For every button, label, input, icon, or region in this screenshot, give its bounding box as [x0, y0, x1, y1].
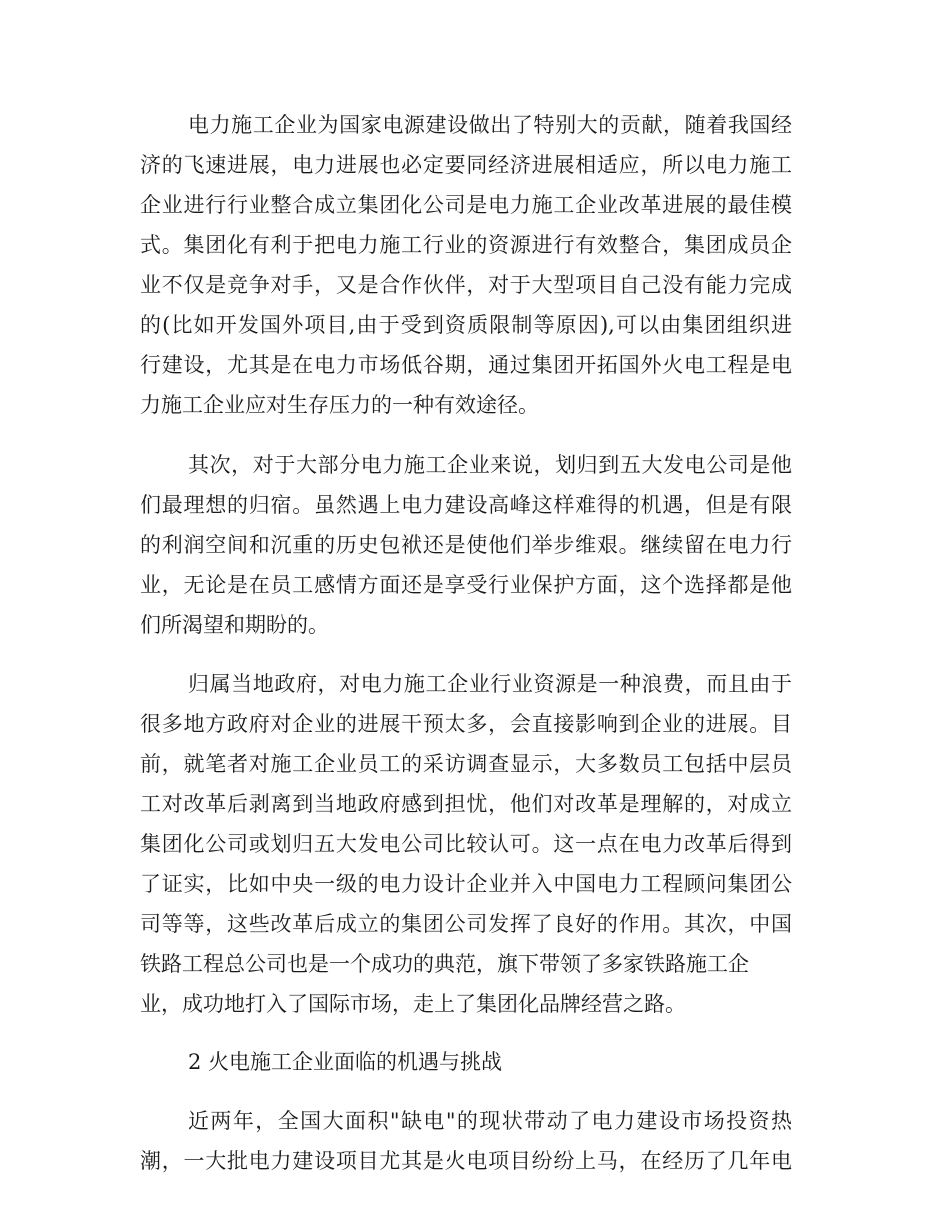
paragraph-1-line-2: 济的飞速进展，电力进展也必定要同经济进展相适应，所以电力施工 [140, 153, 792, 177]
paragraph-2-line-5: 们所渴望和期盼的。 [140, 613, 329, 637]
paragraph-1-line-1: 电力施工企业为国家电源建设做出了特别大的贡献，随着我国经 [188, 113, 792, 137]
paragraph-1-line-8: 力施工企业应对生存压力的一种有效途径。 [140, 393, 539, 417]
section-heading: 2 火电施工企业面临的机遇与挑战 [188, 1050, 503, 1074]
paragraph-2-line-2: 们最理想的归宿。虽然遇上电力建设高峰这样难得的机遇，但是有限 [140, 493, 792, 517]
paragraph-1-line-7: 行建设，尤其是在电力市场低谷期，通过集团开拓国外火电工程是电 [140, 353, 792, 377]
paragraph-3-line-6: 了证实，比如中央一级的电力设计企业并入中国电力工程顾问集团公 [140, 872, 792, 896]
paragraph-3-line-8: 铁路工程总公司也是一个成功的典范，旗下带领了多家铁路施工企 [140, 952, 749, 976]
paragraph-3-line-9: 业，成功地打入了国际市场，走上了集团化品牌经营之路。 [140, 992, 686, 1016]
paragraph-1-line-5: 业不仅是竞争对手，又是合作伙伴，对于大型项目自己没有能力完成 [140, 273, 792, 297]
paragraph-1-line-6: 的(比如开发国外项目,由于受到资质限制等原因),可以由集团组织进 [140, 313, 792, 337]
paragraph-3-line-1: 归属当地政府，对电力施工企业行业资源是一种浪费，而且由于 [188, 672, 792, 696]
paragraph-3-line-7: 司等等，这些改革后成立的集团公司发挥了良好的作用。其次，中国 [140, 912, 792, 936]
paragraph-3-line-2: 很多地方政府对企业的进展干预太多，会直接影响到企业的进展。目 [140, 712, 792, 736]
paragraph-5-line-2: 潮，一大批电力建设项目尤其是火电项目纷纷上马，在经历了几年电 [140, 1149, 792, 1173]
paragraph-3-line-3: 前，就笔者对施工企业员工的采访调查显示，大多数员工包括中层员 [140, 752, 792, 776]
paragraph-5-line-1: 近两年，全国大面积"缺电"的现状带动了电力建设市场投资热 [188, 1109, 792, 1133]
paragraph-2-line-3: 的利润空间和沉重的历史包袱还是使他们举步维艰。继续留在电力行 [140, 533, 792, 557]
paragraph-1-line-3: 企业进行行业整合成立集团化公司是电力施工企业改革进展的最佳模 [140, 193, 792, 217]
paragraph-1-line-4: 式。集团化有利于把电力施工行业的资源进行有效整合，集团成员企 [140, 233, 792, 257]
paragraph-2-line-4: 业，无论是在员工感情方面还是享受行业保护方面，这个选择都是他 [140, 573, 792, 597]
paragraph-2-line-1: 其次，对于大部分电力施工企业来说，划归到五大发电公司是他 [188, 453, 792, 477]
paragraph-3-line-4: 工对改革后剥离到当地政府感到担忧，他们对改革是理解的，对成立 [140, 792, 792, 816]
paragraph-3-line-5: 集团化公司或划归五大发电公司比较认可。这一点在电力改革后得到 [140, 832, 792, 856]
